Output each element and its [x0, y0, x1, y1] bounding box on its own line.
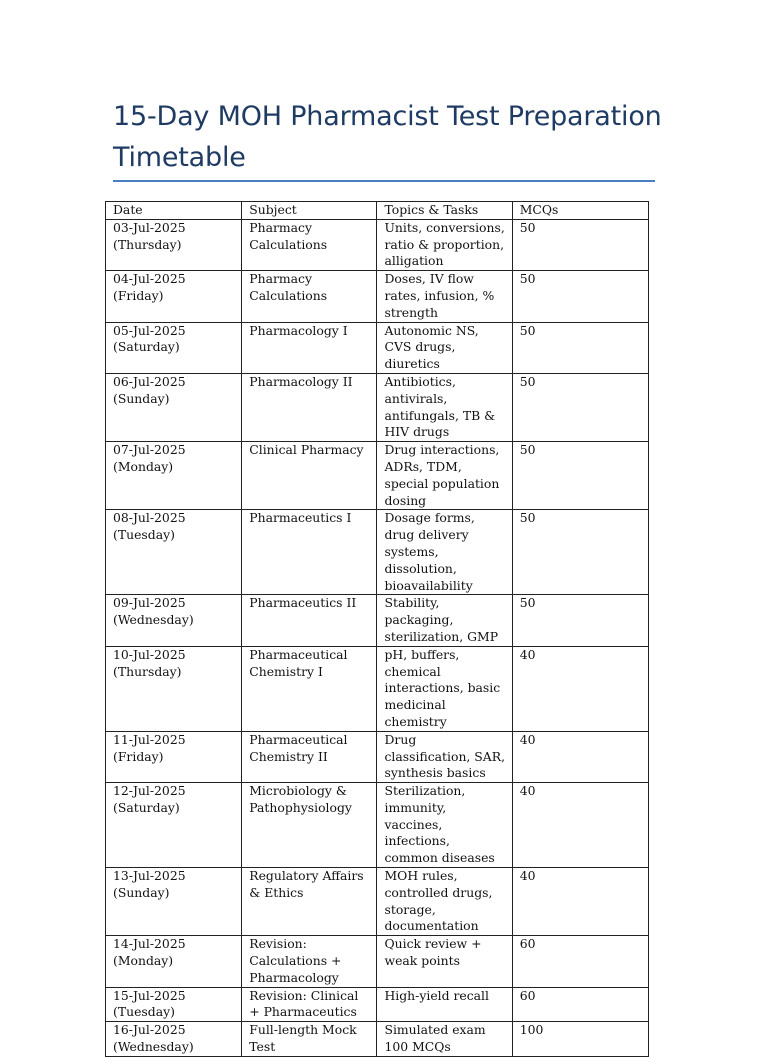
date-cell: [106, 442, 242, 510]
date-value: 16-Jul-2025: [113, 1022, 186, 1038]
table-row: [106, 868, 649, 936]
mcq-count-cell: 40: [512, 868, 648, 936]
mcq-count-cell: 100: [512, 1022, 648, 1057]
weekday-value: (Sunday): [113, 390, 170, 406]
weekday-value: (Monday): [113, 953, 174, 969]
topics-cell: pH, buffers, chemical interactions, basic medicinal chemistry: [377, 646, 512, 731]
topics-cell: MOH rules, controlled drugs, storage, documentation: [377, 868, 512, 936]
topics-cell: Units, conversions, ratio & proportion, alligation: [377, 219, 512, 270]
table-row: [106, 731, 649, 782]
mcq-count-cell: 50: [512, 219, 648, 270]
column-header-mcqs: MCQs: [512, 202, 648, 220]
date-cell: [106, 1022, 242, 1057]
mcq-count-cell: 50: [512, 373, 648, 441]
column-header-topics: Topics & Tasks: [377, 202, 512, 220]
subject-cell: Pharmaceutical Chemistry I: [242, 646, 377, 731]
date-value: 08-Jul-2025: [113, 510, 186, 526]
date-cell: [106, 987, 242, 1022]
topics-cell: Dosage forms, drug delivery systems, dissolution, bioavailability: [377, 510, 512, 595]
date-cell: [106, 868, 242, 936]
subject-cell: Pharmacology II: [242, 373, 377, 441]
topics-cell: Sterilization, immunity, vaccines, infections, common diseases: [377, 783, 512, 868]
table-header-row: [106, 202, 649, 220]
date-value: 13-Jul-2025: [113, 868, 186, 884]
table-row: [106, 646, 649, 731]
date-cell: [106, 271, 242, 322]
subject-cell: Full-length Mock Test: [242, 1022, 377, 1057]
date-value: 12-Jul-2025: [113, 783, 186, 799]
subject-cell: Pharmaceutics I: [242, 510, 377, 595]
column-header-date: Date: [106, 202, 242, 220]
date-cell: [106, 646, 242, 731]
mcq-count-cell: 60: [512, 936, 648, 987]
date-cell: [106, 731, 242, 782]
weekday-value: (Sunday): [113, 884, 170, 900]
subject-cell: Microbiology & Pathophysiology: [242, 783, 377, 868]
weekday-value: (Wednesday): [113, 1039, 194, 1055]
timetable-table: [105, 201, 649, 1057]
date-cell: [106, 936, 242, 987]
weekday-value: (Wednesday): [113, 612, 194, 628]
mcq-count-cell: 50: [512, 510, 648, 595]
table-body: [106, 219, 649, 1056]
topics-cell: Antibiotics, antivirals, antifungals, TB & HIV drugs: [377, 373, 512, 441]
title-underline: [113, 180, 655, 182]
subject-cell: Revision: Calculations + Pharmacology: [242, 936, 377, 987]
date-value: 03-Jul-2025: [113, 219, 186, 235]
date-cell: [106, 595, 242, 646]
table-row: [106, 219, 649, 270]
topics-cell: High-yield recall: [377, 987, 512, 1022]
mcq-count-cell: 50: [512, 442, 648, 510]
mcq-count-cell: 60: [512, 987, 648, 1022]
table-row: [106, 373, 649, 441]
date-value: 09-Jul-2025: [113, 595, 186, 611]
topics-cell: Stability, packaging, sterilization, GMP: [377, 595, 512, 646]
topics-cell: Drug interactions, ADRs, TDM, special population dosing: [377, 442, 512, 510]
table-row: [106, 510, 649, 595]
topics-cell: Autonomic NS, CVS drugs, diuretics: [377, 322, 512, 373]
date-cell: [106, 783, 242, 868]
topics-cell: Simulated exam 100 MCQs: [377, 1022, 512, 1057]
mcq-count-cell: 40: [512, 783, 648, 868]
date-cell: [106, 219, 242, 270]
table-row: [106, 322, 649, 373]
mcq-count-cell: 50: [512, 322, 648, 373]
date-value: 07-Jul-2025: [113, 442, 186, 458]
subject-cell: Pharmacy Calculations: [242, 219, 377, 270]
date-value: 05-Jul-2025: [113, 322, 186, 338]
weekday-value: (Saturday): [113, 799, 180, 815]
topics-cell: Drug classification, SAR, synthesis basics: [377, 731, 512, 782]
weekday-value: (Friday): [113, 748, 164, 764]
table-row: [106, 987, 649, 1022]
subject-cell: Pharmacology I: [242, 322, 377, 373]
topics-cell: Doses, IV flow rates, infusion, % strength: [377, 271, 512, 322]
weekday-value: (Monday): [113, 458, 174, 474]
weekday-value: (Thursday): [113, 663, 182, 679]
table-row: [106, 442, 649, 510]
table-row: [106, 1022, 649, 1057]
date-value: 11-Jul-2025: [113, 731, 186, 747]
date-value: 14-Jul-2025: [113, 936, 186, 952]
subject-cell: Revision: Clinical + Pharmaceutics: [242, 987, 377, 1022]
mcq-count-cell: 50: [512, 595, 648, 646]
subject-cell: Pharmaceutics II: [242, 595, 377, 646]
weekday-value: (Saturday): [113, 339, 180, 355]
date-value: 06-Jul-2025: [113, 373, 186, 389]
weekday-value: (Friday): [113, 287, 164, 303]
table-row: [106, 936, 649, 987]
mcq-count-cell: 50: [512, 271, 648, 322]
column-header-subject: Subject: [242, 202, 377, 220]
mcq-count-cell: 40: [512, 646, 648, 731]
date-cell: [106, 373, 242, 441]
subject-cell: Clinical Pharmacy: [242, 442, 377, 510]
weekday-value: (Thursday): [113, 236, 182, 252]
weekday-value: (Tuesday): [113, 527, 175, 543]
subject-cell: Regulatory Affairs & Ethics: [242, 868, 377, 936]
date-value: 15-Jul-2025: [113, 987, 186, 1003]
mcq-count-cell: 40: [512, 731, 648, 782]
table-row: [106, 595, 649, 646]
date-value: 04-Jul-2025: [113, 271, 186, 287]
subject-cell: Pharmacy Calculations: [242, 271, 377, 322]
date-cell: [106, 510, 242, 595]
subject-cell: Pharmaceutical Chemistry II: [242, 731, 377, 782]
date-cell: [106, 322, 242, 373]
weekday-value: (Tuesday): [113, 1004, 175, 1020]
topics-cell: Quick review + weak points: [377, 936, 512, 987]
date-value: 10-Jul-2025: [113, 646, 186, 662]
table-row: [106, 783, 649, 868]
page-title: 15-Day MOH Pharmacist Test Preparation Timetable: [113, 101, 662, 173]
table-row: [106, 271, 649, 322]
